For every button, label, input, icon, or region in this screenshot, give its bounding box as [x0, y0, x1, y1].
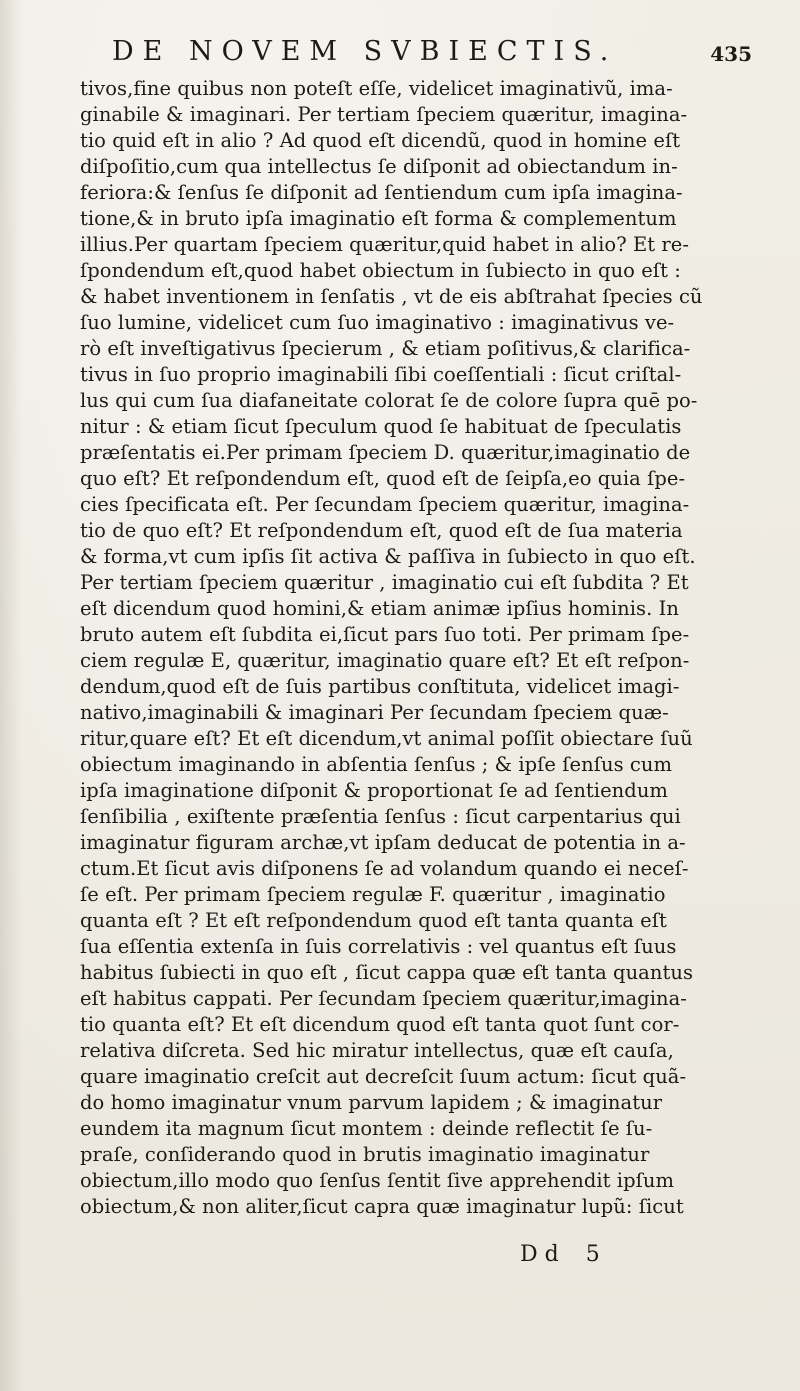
text-line: ginabile & imaginari. Per tertiam ſpeciem quæritur, imagina-: [80, 103, 688, 126]
text-line: diſpoſitio,cum qua intellectus ſe diſponit ad obiectandum in-: [80, 155, 678, 178]
page-header: [112, 36, 752, 76]
text-line: eſt habitus cappati. Per ſecundam ſpeciem quæritur,imagina-: [80, 987, 687, 1010]
text-line: præſentatis ei.Per primam ſpeciem D. quæritur,imaginatio de: [80, 441, 691, 464]
text-line: rò eſt inveſtigativus ſpecierum , & etiam poſitivus,& clarifica-: [80, 337, 691, 360]
text-line: imaginatur figuram archæ,vt ipſam deducat de potentia in a-: [80, 831, 686, 854]
text-line: obiectum,& non aliter,ſicut capra quæ imaginatur lupũ: ſicut: [80, 1195, 684, 1218]
signature-number: 5: [585, 1242, 600, 1267]
text-line: bruto autem eſt ſubdita ei,ſicut pars ſuo toti. Per primam ſpe-: [80, 623, 690, 646]
text-line: nativo,imaginabili & imaginari Per ſecundam ſpeciem quæ-: [80, 701, 669, 724]
text-line: do homo imaginatur vnum parvum lapidem ; & imaginatur: [80, 1091, 663, 1114]
text-line: illius.Per quartam ſpeciem quæritur,quid habet in alio? Et re-: [80, 233, 689, 256]
text-line: & forma,vt cum ipſis ſit activa & paſſiva in ſubiecto in quo eſt.: [80, 545, 696, 568]
text-line: cies ſpecificata eſt. Per ſecundam ſpeciem quæritur, imagina-: [80, 493, 690, 516]
text-line: dendum,quod eſt de ſuis partibus conſtituta, videlicet imagi-: [80, 675, 680, 698]
text-line: habitus ſubiecti in quo eſt , ſicut cappa quæ eſt tanta quantus: [80, 961, 694, 984]
text-line: eſt dicendum quod homini,& etiam animæ ipſius hominis. In: [80, 597, 679, 620]
text-line: tivus in ſuo proprio imaginabili ſibi coeſſentiali : ſicut criſtal-: [80, 363, 682, 386]
text-line: ſe eſt. Per primam ſpeciem regulæ F. quæritur , imaginatio: [80, 883, 666, 906]
text-line: ciem regulæ E, quæritur, imaginatio quare eſt? Et eſt reſpon-: [80, 649, 690, 672]
text-line: & habet inventionem in ſenſatis , vt de eis abſtrahat ſpecies cũ: [80, 285, 703, 308]
signature-mark: [520, 1242, 620, 1267]
text-line: tio quanta eſt? Et eſt dicendum quod eſt tanta quot ſunt cor-: [80, 1013, 680, 1036]
text-line: ipſa imaginatione diſponit & proportionat ſe ad ſentiendum: [80, 779, 668, 802]
text-line: relativa diſcreta. Sed hic miratur intellectus, quæ eſt cauſa,: [80, 1039, 674, 1062]
text-line: ctum.Et ſicut avis diſponens ſe ad volandum quando ei neceſ-: [80, 857, 689, 880]
text-line: ſpondendum eſt,quod habet obiectum in ſubiecto in quo eſt :: [80, 259, 681, 282]
text-line: obiectum imaginando in abſentia ſenſus ; & ipſe ſenſus cum: [80, 753, 673, 776]
text-line: tivos,fine quibus non poteſt eſſe, videlicet imaginativũ, ima-: [80, 77, 673, 100]
text-line: lus qui cum ſua diafaneitate colorat ſe de colore ſupra quē po-: [80, 389, 698, 412]
text-line: feriora:& ſenſus ſe diſponit ad ſentiendum cum ipſa imagina-: [80, 181, 683, 204]
page-number: 435: [710, 42, 752, 66]
gutter-shadow: [0, 0, 22, 1391]
text-line: ritur,quare eſt? Et eſt dicendum,vt animal poſſit obiectare ſuũ: [80, 727, 693, 750]
text-line: Per tertiam ſpeciem quæritur , imaginatio cui eſt ſubdita ? Et: [80, 571, 689, 594]
text-line: quanta eſt ? Et eſt reſpondendum quod eſt tanta quanta eſt: [80, 909, 667, 932]
text-line: ſua eſſentia extenſa in ſuis correlativis : vel quantus eſt ſuus: [80, 935, 677, 958]
text-line: nitur : & etiam ſicut ſpeculum quod ſe habituat de ſpeculatis: [80, 415, 682, 438]
text-line: quo eſt? Et reſpondendum eſt, quod eſt de ſeipſa,eo quia ſpe-: [80, 467, 686, 490]
text-line: tione,& in bruto ipſa imaginatio eſt forma & complementum: [80, 207, 677, 230]
signature-letters: D d: [520, 1242, 559, 1267]
text-line: tio quid eſt in alio ? Ad quod eſt dicendũ, quod in homine eſt: [80, 129, 681, 152]
text-line: obiectum,illo modo quo ſenſus ſentit ſive apprehendit ipſum: [80, 1169, 675, 1192]
text-line: praſe, conſiderando quod in brutis imaginatio imaginatur: [80, 1143, 650, 1166]
running-head: DE NOVEM SVBIECTIS.: [112, 36, 618, 67]
text-line: quare imaginatio creſcit aut decreſcit ſuum actum: ſicut quã-: [80, 1065, 687, 1088]
text-line: ſenſibilia , exiſtente præſentia ſenſus : ſicut carpentarius qui: [80, 805, 681, 828]
text-line: ſuo lumine, videlicet cum ſuo imaginativo : imaginativus ve-: [80, 311, 675, 334]
text-line: eundem ita magnum ſicut montem : deinde reflectit ſe ſu-: [80, 1117, 653, 1140]
body-text: [80, 76, 780, 1220]
text-line: tio de quo eſt? Et reſpondendum eſt, quod eſt de ſua materia: [80, 519, 683, 542]
